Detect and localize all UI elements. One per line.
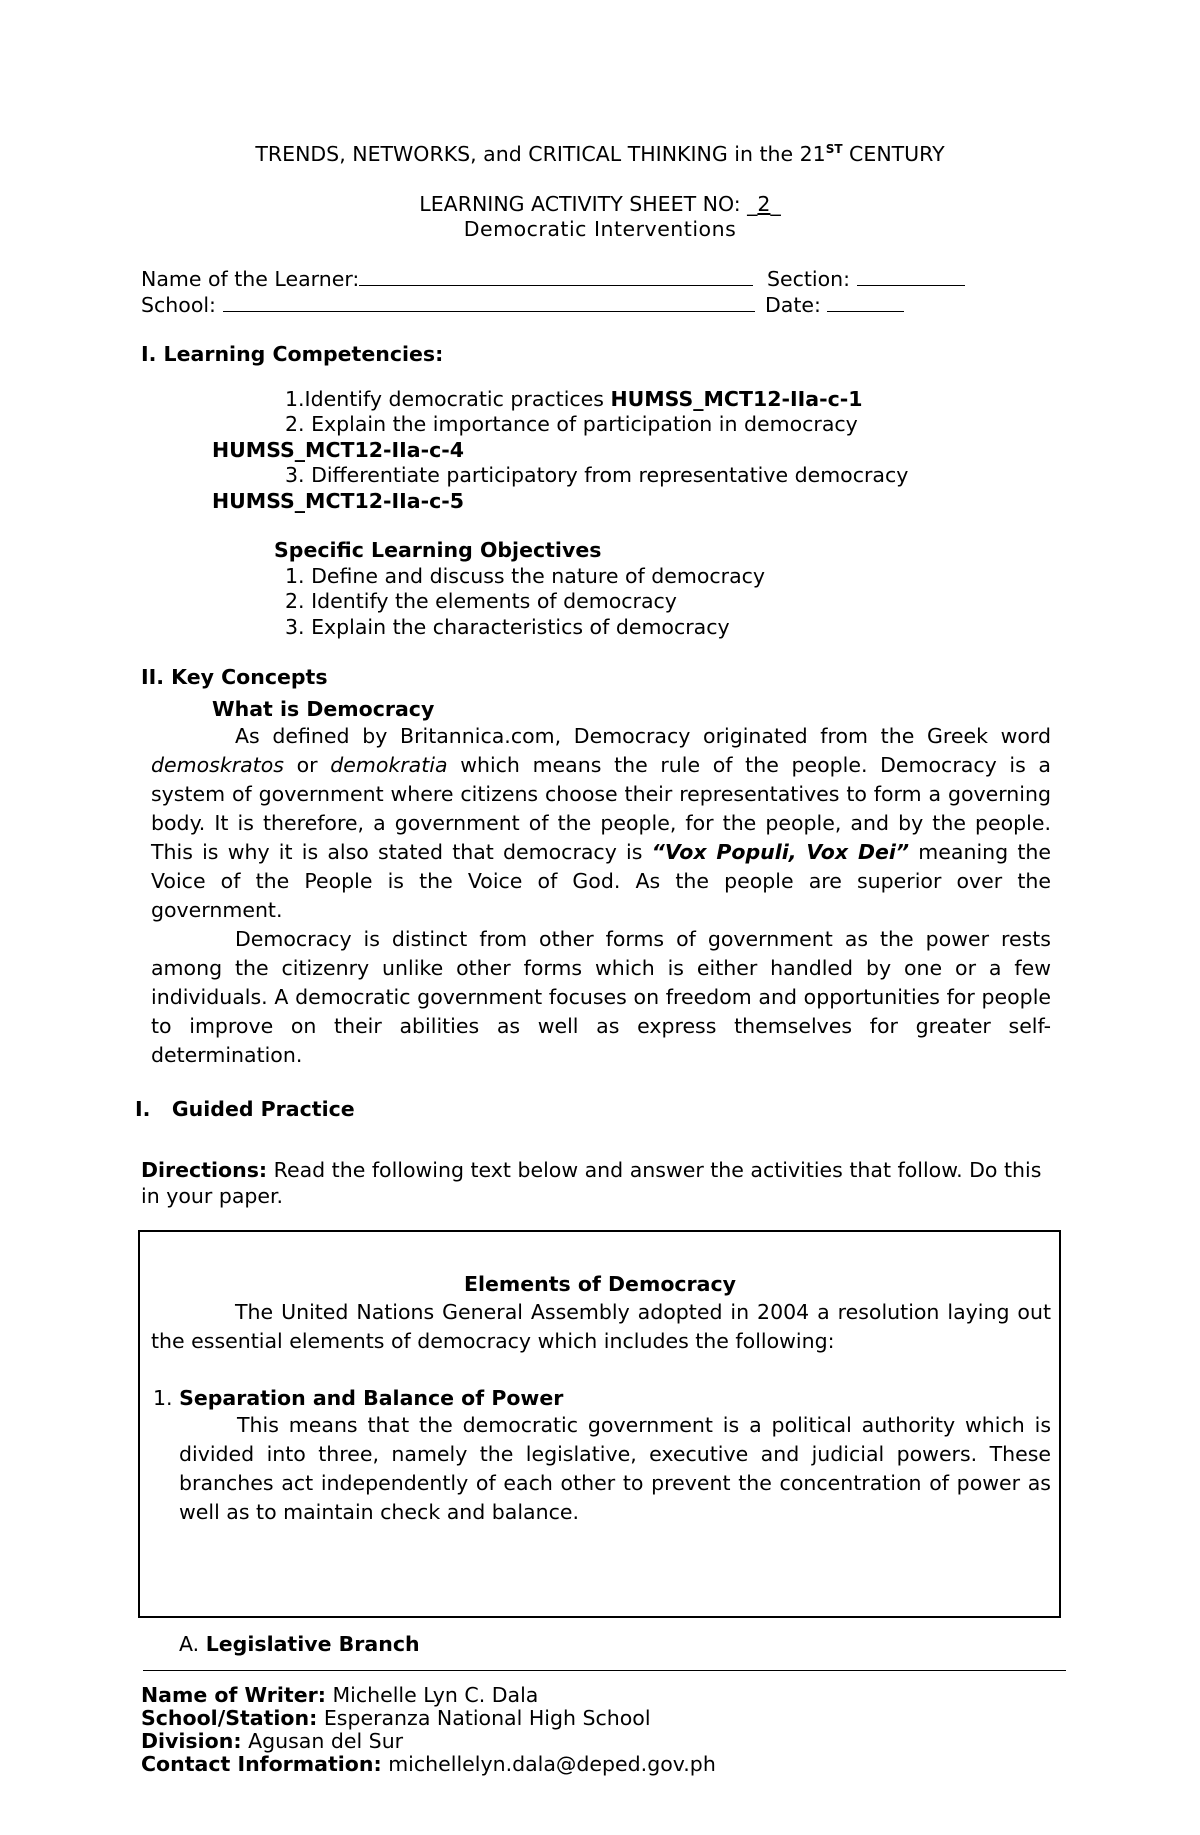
competency-2-code: HUMSS_MCT12-IIa-c-4	[212, 438, 465, 462]
element-1-title: 1. Separation and Balance of Power	[153, 1386, 564, 1410]
competencies-heading: I. Learning Competencies:	[141, 342, 444, 366]
writer-info: Name of Writer: Michelle Lyn C. Dala	[141, 1683, 539, 1707]
objectives-heading: Specific Learning Objectives	[274, 538, 602, 562]
element-1-text: This means that the democratic government is a political authority which is divided into three, namely the legislative, executive and judicial powers. These branches act independently of each other to prevent the concentration of power as well as to maintain check and balance.	[179, 1413, 1051, 1524]
section-field[interactable]: Section:	[767, 269, 965, 290]
democracy-paragraph-1: As defined by Britannica.com, Democracy originated from the Greek word demoskratos or demokratia which means the rule of the people. Democracy is a system of government where citizens choose their representatives to form a governing body. It is therefore, a government of the people, for the people, and by the people. This is why it is also stated that democracy is “Vox Populi, Vox Dei” meaning the Voice of the People is the Voice of God. As the people are superior over the government.	[151, 724, 1052, 922]
democracy-paragraph-2: Democracy is distinct from other forms of government as the power rests among the citizenry unlike other forms which is either handled by one or a few individuals. A democratic government focuses on freedom and opportunities for people to improve on their abilities as well as express themselves for greater self- determination.	[151, 927, 1051, 1067]
objective-item: 2. Identify the elements of democracy	[285, 589, 677, 613]
learner-name-field[interactable]: Name of the Learner:	[141, 269, 753, 290]
key-concepts-heading: II. Key Concepts	[141, 665, 328, 689]
footer-divider	[143, 1670, 1066, 1671]
elements-intro: The United Nations General Assembly adopted in 2004 a resolution laying out the essential elements of democracy which includes the following:	[151, 1300, 1051, 1353]
democracy-subheading: What is Democracy	[212, 697, 435, 721]
objective-item: 1. Define and discuss the nature of democracy	[285, 564, 766, 588]
competency-1: 1.Identify democratic practices HUMSS_MCT12-IIa-c-1	[285, 387, 863, 411]
competency-3: 3. Differentiate participatory from representative democracy	[285, 463, 909, 487]
guided-practice-heading: I. Guided Practice	[135, 1097, 355, 1121]
course-title: TRENDS, NETWORKS, and CRITICAL THINKING in the 21ST CENTURY	[255, 141, 945, 166]
sheet-topic: Democratic Interventions	[463, 217, 737, 241]
competency-2: 2. Explain the importance of participation in democracy	[285, 412, 858, 436]
contact-info[interactable]: Contact Information: michellelyn.dala@deped.gov.ph	[141, 1752, 716, 1776]
date-field[interactable]: Date:	[765, 295, 904, 316]
legislative-branch-heading: A. Legislative Branch	[179, 1632, 420, 1656]
school-field[interactable]: School:	[141, 295, 755, 316]
elements-title: Elements of Democracy	[463, 1272, 737, 1296]
division-info: Division: Agusan del Sur	[141, 1729, 404, 1753]
school-info: School/Station: Esperanza National High School	[141, 1706, 651, 1730]
competency-3-code: HUMSS_MCT12-IIa-c-5	[212, 489, 465, 513]
directions: Directions: Read the following text below and answer the activities that follow. Do this in your paper.	[141, 1158, 1042, 1208]
sheet-label: LEARNING ACTIVITY SHEET NO: _2_	[419, 192, 781, 216]
objective-item: 3. Explain the characteristics of democracy	[285, 615, 730, 639]
